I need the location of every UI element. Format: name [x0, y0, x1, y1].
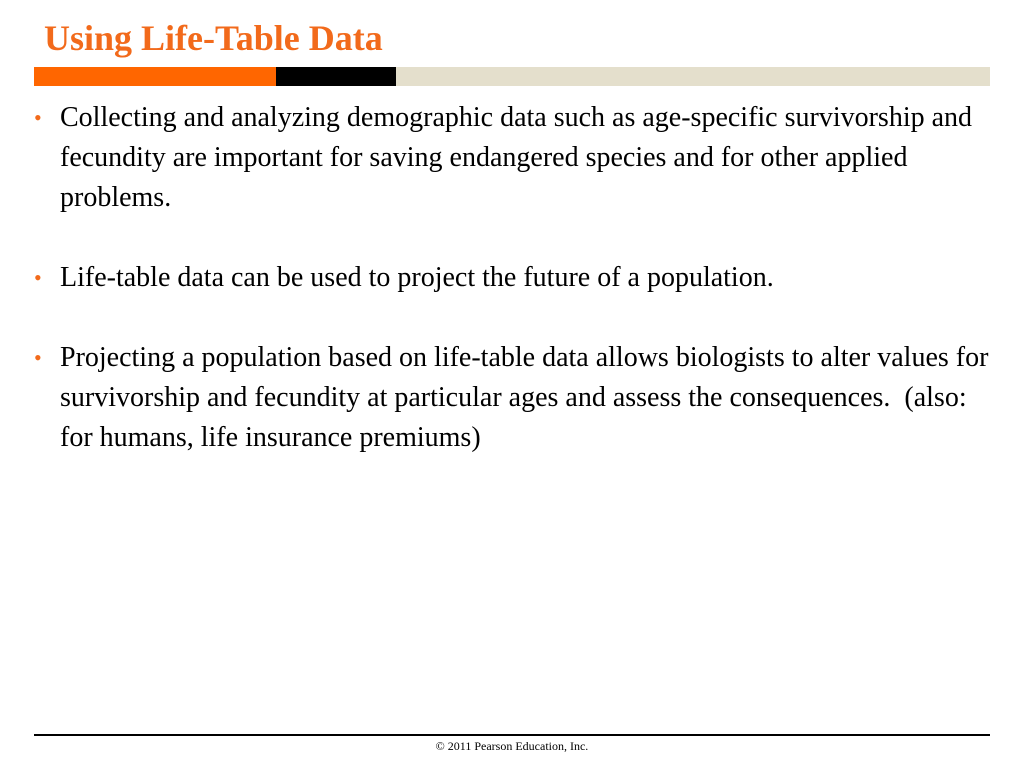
footer-copyright: © 2011 Pearson Education, Inc.: [435, 739, 589, 753]
divider-segment-black: [276, 67, 396, 86]
divider-segment-orange: [34, 67, 276, 86]
divider-segment-beige: [396, 67, 990, 86]
bullet-item: [34, 258, 994, 298]
bullet-item: [34, 98, 994, 218]
title-divider-bar: [34, 67, 990, 86]
bullet-list: [34, 98, 994, 498]
bullet-text: Life-table data can be used to project the future of a population.: [60, 262, 774, 293]
bullet-marker: •: [34, 105, 42, 130]
bullet-marker: •: [34, 345, 42, 370]
slide-title: Using Life-Table Data: [44, 18, 383, 58]
footer-divider: [34, 734, 990, 736]
bullet-text: Projecting a population based on life-table data allows biologists to alter values for survivorship and fecundity at particular ages and assess the consequences. (also: for humans, life insurance premiums): [60, 342, 996, 453]
bullet-text: Collecting and analyzing demographic data such as age-specific survivorship and fecundity are important for saving endangered species and for other applied problems.: [60, 102, 980, 213]
bullet-item: [34, 338, 994, 458]
bullet-marker: •: [34, 265, 42, 290]
